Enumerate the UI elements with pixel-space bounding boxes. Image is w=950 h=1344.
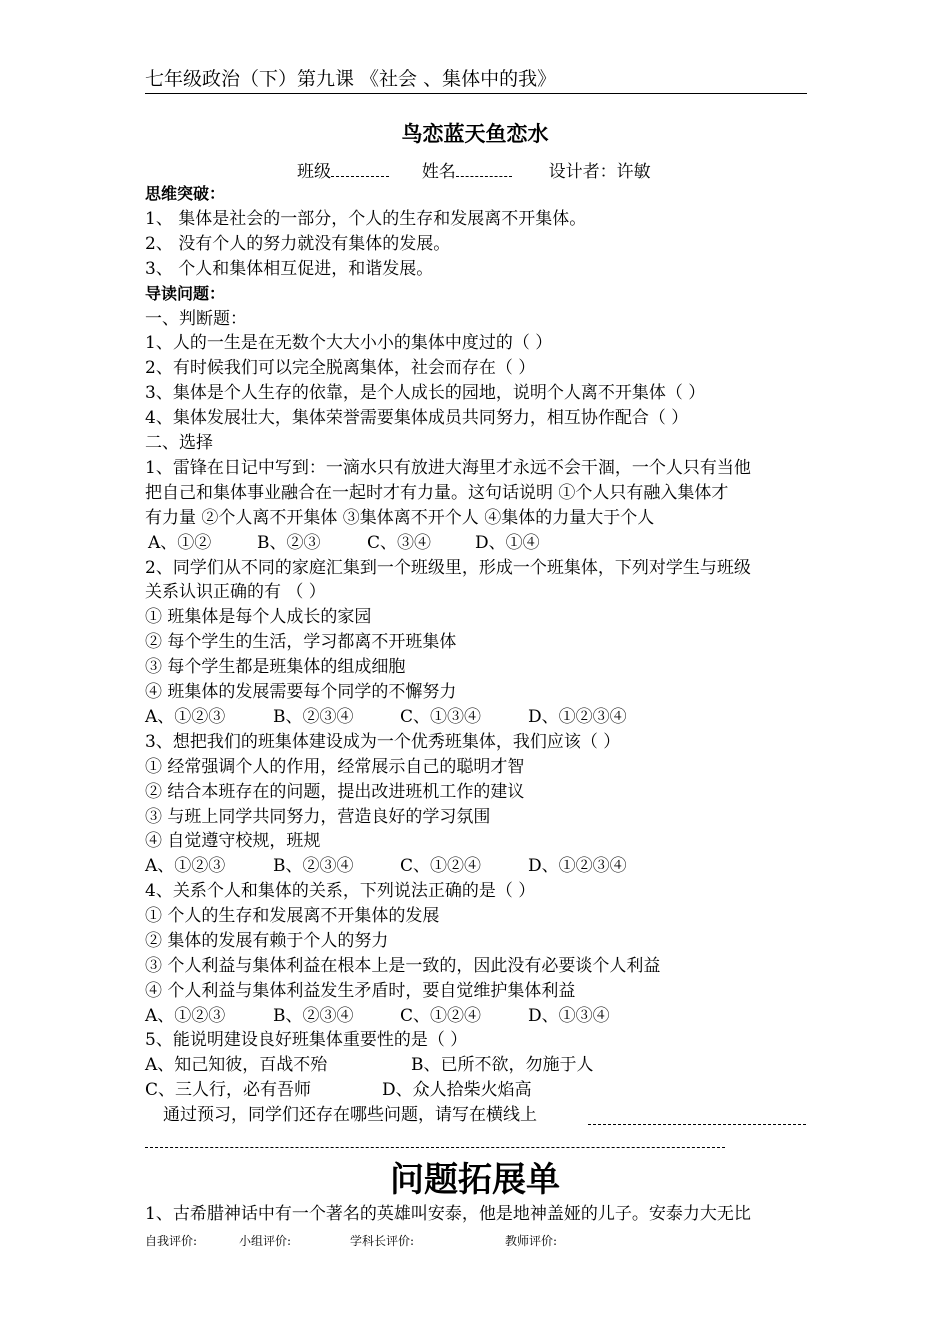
student-info-row [297, 157, 651, 182]
page-title: 鸟恋蓝天鱼恋水 [401, 122, 549, 146]
option: D、①④ [475, 533, 540, 553]
class-blank[interactable] [331, 162, 389, 177]
q2-item: ② 每个学生的生活，学习都离不开班集体 [145, 632, 457, 652]
q5-options-row1 [145, 1053, 594, 1077]
name-label: 姓名 [421, 162, 456, 182]
leader-evaluation-label: 学科长评价: [350, 1234, 415, 1248]
option: B、已所不欲，勿施于人 [411, 1055, 594, 1075]
option: A、①②③ [145, 707, 226, 727]
option: C、①③④ [400, 707, 482, 727]
page-header: 七年级政治（下）第九课 《社会 、集体中的我》 [145, 66, 807, 94]
q2-options [145, 705, 627, 729]
option: B、②③ [257, 533, 321, 553]
choice-title: 二、选择 [145, 433, 213, 453]
q3-item: ④ 自觉遵守校规，班规 [145, 831, 321, 851]
thinking-item: 3、 个人和集体相互促进，和谐发展。 [145, 259, 434, 279]
name-blank[interactable] [456, 162, 512, 177]
option: B、②③④ [273, 856, 354, 876]
section-heading-guide: 导读问题： [145, 284, 226, 303]
option: C、①②④ [400, 856, 482, 876]
option: A、①②③ [145, 856, 226, 876]
q5-options-row2 [145, 1078, 532, 1102]
option: D、①②③④ [528, 856, 627, 876]
q4-item: ② 集体的发展有赖于个人的努力 [145, 931, 389, 951]
q4-item: ④ 个人利益与集体利益发生矛盾时，要自觉维护集体利益 [145, 981, 576, 1001]
q1-stem: 把自己和集体事业融合在一起时才有力量。这句话说明 ①个人只有融入集体才 [145, 483, 729, 503]
answer-line[interactable] [588, 1124, 806, 1125]
evaluation-row [145, 1232, 557, 1249]
q5-stem: 5、能说明建设良好班集体重要性的是（ ） [145, 1030, 468, 1050]
q4-stem: 4、关系个人和集体的关系，下列说法正确的是（ ） [145, 881, 536, 901]
option: D、①③④ [528, 1006, 610, 1026]
q2-item: ③ 每个学生都是班集体的组成细胞 [145, 657, 406, 677]
designer-label: 设计者：许敏 [548, 162, 651, 182]
option: C、①②④ [400, 1006, 482, 1026]
self-evaluation-label: 自我评价: [145, 1234, 198, 1248]
group-evaluation-label: 小组评价: [239, 1234, 292, 1248]
q1-stem: 1、雷锋在日记中写到：一滴水只有放进大海里才永远不会干涸，一个人只有当他 [145, 458, 751, 478]
q2-stem: 关系认识正确的有 （ ） [145, 582, 326, 602]
q2-stem: 2、同学们从不同的家庭汇集到一个班级里，形成一个班集体，下列对学生与班级 [145, 558, 751, 578]
judge-question: 4、集体发展壮大，集体荣誉需要集体成员共同努力，相互协作配合（ ） [145, 408, 689, 428]
judge-question: 3、集体是个人生存的依靠，是个人成长的园地，说明个人离不开集体（ ） [145, 383, 706, 403]
q4-item: ③ 个人利益与集体利益在根本上是一致的，因此没有必要谈个人利益 [145, 956, 661, 976]
q3-item: ① 经常强调个人的作用，经常展示自己的聪明才智 [145, 757, 525, 777]
option: D、众人拾柴火焰高 [382, 1080, 532, 1100]
q1-options [148, 531, 540, 555]
expansion-question: 1、古希腊神话中有一个著名的英雄叫安泰，他是地神盖娅的儿子。安泰力大无比 [145, 1204, 751, 1224]
preview-prompt: 通过预习，同学们还存在哪些问题，请写在横线上 [163, 1105, 537, 1125]
q3-item: ③ 与班上同学共同努力，营造良好的学习氛围 [145, 807, 491, 827]
option: D、①②③④ [528, 707, 627, 727]
expansion-title: 问题拓展单 [390, 1160, 560, 1200]
section-heading-thinking: 思维突破： [145, 184, 226, 203]
thinking-item: 1、 集体是社会的一部分，个人的生存和发展离不开集体。 [145, 209, 587, 229]
q2-item: ④ 班集体的发展需要每个同学的不懈努力 [145, 682, 457, 702]
option: B、②③④ [273, 1006, 354, 1026]
option: B、②③④ [273, 707, 354, 727]
q3-stem: 3、想把我们的班集体建设成为一个优秀班集体，我们应该（ ） [145, 732, 621, 752]
option: A、①② [148, 533, 212, 553]
q4-options [145, 1004, 610, 1028]
judge-title: 一、判断题： [145, 309, 247, 329]
judge-question: 1、人的一生是在无数个大大小小的集体中度过的（ ） [145, 333, 553, 353]
q2-item: ① 班集体是每个人成长的家园 [145, 607, 372, 627]
option: A、①②③ [145, 1006, 226, 1026]
q3-options [145, 854, 627, 878]
class-label: 班级 [297, 162, 331, 182]
option: A、知己知彼，百战不殆 [145, 1055, 328, 1075]
option: C、三人行，必有吾师 [145, 1080, 312, 1100]
judge-question: 2、有时候我们可以完全脱离集体，社会而存在（ ） [145, 358, 536, 378]
thinking-item: 2、 没有个人的努力就没有集体的发展。 [145, 234, 451, 254]
q3-item: ② 结合本班存在的问题，提出改进班机工作的建议 [145, 782, 525, 802]
q4-item: ① 个人的生存和发展离不开集体的发展 [145, 906, 440, 926]
q1-stem: 有力量 ②个人离不开集体 ③集体离不开个人 ④集体的力量大于个人 [145, 508, 655, 528]
teacher-evaluation-label: 教师评价: [505, 1234, 558, 1248]
answer-line[interactable] [145, 1147, 725, 1148]
option: C、③④ [367, 533, 432, 553]
